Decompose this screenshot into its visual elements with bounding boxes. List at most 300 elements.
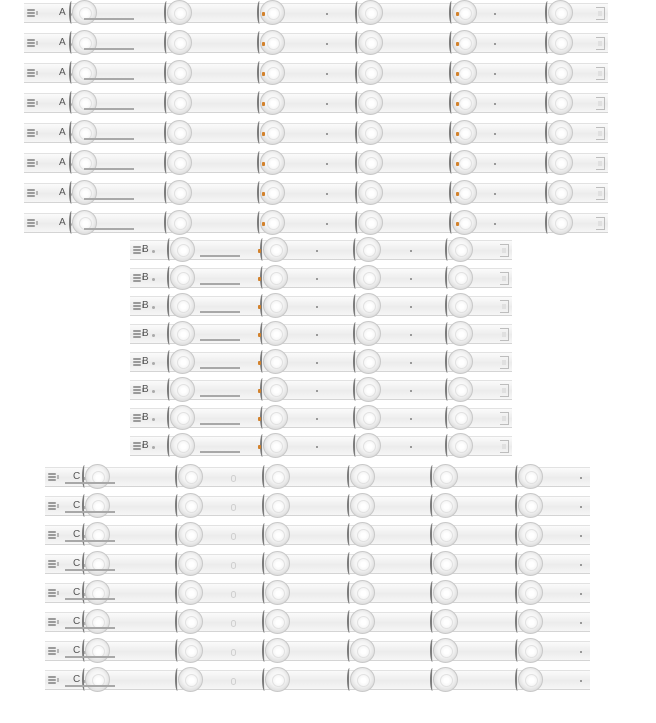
led-lens-icon [356, 405, 381, 430]
label-dot [152, 418, 155, 421]
label-dot [152, 334, 155, 337]
led-lens-icon [350, 551, 375, 576]
strip-type-label: A [59, 67, 66, 78]
solder-mark [410, 334, 412, 336]
led-lens-icon [265, 493, 290, 518]
strip-type-label: C [73, 471, 81, 482]
led-lens-icon [358, 90, 383, 115]
component-dot [456, 72, 459, 76]
strip-type-label: C [73, 645, 81, 656]
led-lens-icon [263, 237, 288, 262]
component-dot [456, 222, 459, 226]
led-lens-icon [85, 522, 110, 547]
component-dot [262, 222, 265, 226]
led-lens-icon [548, 90, 573, 115]
led-lens-icon [358, 0, 383, 25]
led-strip-b [130, 240, 512, 260]
led-lens-icon [448, 405, 473, 430]
connector-right-icon [596, 7, 605, 20]
led-lens-icon [433, 464, 458, 489]
solder-mark [326, 103, 328, 105]
led-lens-icon [265, 464, 290, 489]
connector-right-icon [596, 157, 605, 170]
connector-left-icon [27, 128, 35, 139]
led-lens-icon [85, 667, 110, 692]
led-lens-icon [72, 90, 97, 115]
led-lens-icon [167, 90, 192, 115]
led-lens-icon [167, 120, 192, 145]
connector-left-icon [48, 559, 56, 570]
solder-mark [410, 306, 412, 308]
component-dot [262, 42, 265, 46]
strip-type-label: C [73, 616, 81, 627]
led-lens-icon [263, 293, 288, 318]
led-lens-icon [263, 349, 288, 374]
strip-type-label: B [142, 328, 149, 339]
led-lens-icon [356, 377, 381, 402]
led-lens-icon [356, 237, 381, 262]
led-lens-icon [263, 405, 288, 430]
printed-code-line [200, 395, 240, 397]
led-strip-b [130, 324, 512, 344]
led-lens-icon [358, 210, 383, 235]
led-lens-icon [178, 580, 203, 605]
solder-mark [410, 390, 412, 392]
led-lens-icon [178, 638, 203, 663]
printed-code-line [84, 78, 134, 80]
mount-hole [231, 504, 236, 511]
connector-left-icon [133, 357, 141, 368]
led-lens-icon [170, 377, 195, 402]
led-lens-icon [85, 551, 110, 576]
printed-code-line [200, 451, 240, 453]
component-dot [258, 277, 261, 281]
led-lens-icon [518, 551, 543, 576]
led-strip-b [130, 352, 512, 372]
led-lens-icon [178, 551, 203, 576]
printed-code-line [65, 540, 115, 542]
connector-left-icon [27, 38, 35, 49]
led-strip-c [45, 467, 590, 487]
connector-right-icon [500, 440, 509, 453]
led-lens-icon [178, 667, 203, 692]
printed-code-line [65, 511, 115, 513]
solder-mark [580, 506, 582, 508]
led-lens-icon [167, 60, 192, 85]
connector-right-icon [596, 187, 605, 200]
led-lens-icon [85, 638, 110, 663]
solder-mark [326, 133, 328, 135]
led-lens-icon [72, 30, 97, 55]
led-strip-a [24, 93, 608, 113]
led-strip-c [45, 641, 590, 661]
led-lens-icon [358, 30, 383, 55]
led-lens-icon [356, 293, 381, 318]
led-strip-a [24, 153, 608, 173]
printed-code-line [200, 283, 240, 285]
connector-right-icon [596, 67, 605, 80]
mount-hole [231, 533, 236, 540]
led-lens-icon [433, 638, 458, 663]
component-dot [456, 42, 459, 46]
connector-left-icon [27, 188, 35, 199]
led-lens-icon [548, 210, 573, 235]
mount-hole [231, 591, 236, 598]
led-lens-icon [167, 0, 192, 25]
connector-left-icon [48, 472, 56, 483]
led-lens-icon [356, 433, 381, 458]
strip-type-label: B [142, 272, 149, 283]
connector-right-icon [500, 412, 509, 425]
solder-mark [410, 250, 412, 252]
connector-left-icon [48, 530, 56, 541]
solder-mark [494, 223, 496, 225]
led-lens-icon [170, 433, 195, 458]
led-lens-icon [85, 464, 110, 489]
strip-type-label: B [142, 300, 149, 311]
printed-code-line [65, 685, 115, 687]
strip-type-label: C [73, 587, 81, 598]
led-strip-a [24, 123, 608, 143]
led-lens-icon [72, 210, 97, 235]
led-lens-icon [178, 609, 203, 634]
led-strip-a [24, 33, 608, 53]
led-lens-icon [518, 464, 543, 489]
connector-right-icon [500, 384, 509, 397]
led-lens-icon [548, 0, 573, 25]
component-dot [456, 192, 459, 196]
led-lens-icon [85, 580, 110, 605]
led-lens-icon [518, 609, 543, 634]
led-lens-icon [518, 522, 543, 547]
led-lens-icon [433, 551, 458, 576]
strip-type-label: A [59, 187, 66, 198]
led-strip-b [130, 268, 512, 288]
led-lens-icon [518, 667, 543, 692]
connector-right-icon [500, 328, 509, 341]
led-lens-icon [265, 522, 290, 547]
connector-left-icon [27, 98, 35, 109]
connector-left-icon [48, 675, 56, 686]
connector-left-icon [48, 646, 56, 657]
mount-hole [231, 562, 236, 569]
led-lens-icon [358, 150, 383, 175]
solder-mark [494, 13, 496, 15]
led-strip-c [45, 612, 590, 632]
led-lens-icon [350, 493, 375, 518]
solder-mark [580, 651, 582, 653]
solder-mark [580, 680, 582, 682]
component-dot [262, 12, 265, 16]
mount-hole [231, 620, 236, 627]
led-lens-icon [518, 580, 543, 605]
led-lens-icon [433, 580, 458, 605]
led-strip-a [24, 3, 608, 23]
led-lens-icon [448, 265, 473, 290]
led-lens-icon [350, 609, 375, 634]
led-lens-icon [265, 638, 290, 663]
connector-left-icon [27, 68, 35, 79]
component-dot [262, 192, 265, 196]
solder-mark [326, 223, 328, 225]
component-dot [258, 389, 261, 393]
solder-mark [494, 133, 496, 135]
led-lens-icon [178, 493, 203, 518]
led-lens-icon [548, 60, 573, 85]
strip-type-label: C [73, 558, 81, 569]
printed-code-line [84, 198, 134, 200]
component-dot [456, 12, 459, 16]
printed-code-line [200, 311, 240, 313]
led-lens-icon [265, 609, 290, 634]
strip-type-label: A [59, 7, 66, 18]
led-lens-icon [518, 493, 543, 518]
strip-type-label: C [73, 674, 81, 685]
solder-mark [494, 73, 496, 75]
component-dot [262, 102, 265, 106]
solder-mark [316, 334, 318, 336]
led-lens-icon [178, 464, 203, 489]
led-lens-icon [170, 293, 195, 318]
strip-type-label: C [73, 500, 81, 511]
connector-right-icon [500, 272, 509, 285]
connector-right-icon [500, 244, 509, 257]
strip-type-label: A [59, 97, 66, 108]
led-lens-icon [356, 321, 381, 346]
led-lens-icon [448, 321, 473, 346]
connector-left-icon [133, 301, 141, 312]
component-dot [258, 249, 261, 253]
printed-code-line [84, 108, 134, 110]
strip-type-label: B [142, 356, 149, 367]
strip-type-label: B [142, 412, 149, 423]
solder-mark [494, 43, 496, 45]
component-dot [456, 162, 459, 166]
led-lens-icon [350, 638, 375, 663]
printed-code-line [200, 367, 240, 369]
connector-left-icon [48, 501, 56, 512]
led-lens-icon [263, 433, 288, 458]
label-dot [152, 306, 155, 309]
led-lens-icon [170, 321, 195, 346]
led-lens-icon [358, 120, 383, 145]
led-lens-icon [548, 120, 573, 145]
led-lens-icon [433, 522, 458, 547]
led-lens-icon [448, 349, 473, 374]
printed-code-line [65, 627, 115, 629]
component-dot [262, 72, 265, 76]
connector-left-icon [133, 441, 141, 452]
led-lens-icon [548, 30, 573, 55]
led-lens-icon [548, 150, 573, 175]
led-lens-icon [263, 321, 288, 346]
led-lens-icon [358, 180, 383, 205]
led-lens-icon [265, 551, 290, 576]
connector-left-icon [133, 273, 141, 284]
solder-mark [580, 564, 582, 566]
strip-type-label: B [142, 440, 149, 451]
printed-code-line [84, 138, 134, 140]
led-lens-icon [350, 464, 375, 489]
component-dot [258, 361, 261, 365]
connector-right-icon [596, 217, 605, 230]
led-strip-a [24, 183, 608, 203]
label-dot [152, 390, 155, 393]
solder-mark [316, 418, 318, 420]
solder-mark [316, 250, 318, 252]
component-dot [258, 333, 261, 337]
led-lens-icon [350, 667, 375, 692]
led-lens-icon [167, 210, 192, 235]
connector-right-icon [500, 300, 509, 313]
led-lens-icon [72, 0, 97, 25]
led-lens-icon [265, 667, 290, 692]
solder-mark [410, 362, 412, 364]
solder-mark [326, 163, 328, 165]
solder-mark [316, 362, 318, 364]
solder-mark [316, 306, 318, 308]
led-lens-icon [263, 265, 288, 290]
solder-mark [494, 163, 496, 165]
led-lens-icon [85, 493, 110, 518]
led-lens-icon [265, 580, 290, 605]
strip-type-label: A [59, 127, 66, 138]
led-lens-icon [448, 433, 473, 458]
led-lens-icon [448, 293, 473, 318]
led-strip-c [45, 525, 590, 545]
component-dot [456, 102, 459, 106]
component-dot [258, 445, 261, 449]
led-lens-icon [170, 405, 195, 430]
solder-mark [316, 390, 318, 392]
label-dot [152, 362, 155, 365]
connector-right-icon [596, 127, 605, 140]
solder-mark [326, 13, 328, 15]
strip-type-label: A [59, 37, 66, 48]
strip-type-label: C [73, 529, 81, 540]
led-lens-icon [433, 667, 458, 692]
connector-left-icon [27, 158, 35, 169]
connector-left-icon [48, 588, 56, 599]
led-strip-a [24, 213, 608, 233]
solder-mark [316, 446, 318, 448]
component-dot [258, 417, 261, 421]
connector-left-icon [133, 385, 141, 396]
led-lens-icon [170, 265, 195, 290]
strip-type-label: A [59, 217, 66, 228]
strip-type-label: A [59, 157, 66, 168]
solder-mark [410, 418, 412, 420]
led-lens-icon [170, 237, 195, 262]
label-dot [152, 446, 155, 449]
led-lens-icon [356, 265, 381, 290]
led-lens-icon [433, 493, 458, 518]
led-strip-b [130, 408, 512, 428]
led-lens-icon [72, 180, 97, 205]
led-lens-icon [356, 349, 381, 374]
solder-mark [326, 43, 328, 45]
component-dot [258, 305, 261, 309]
solder-mark [326, 73, 328, 75]
connector-right-icon [596, 97, 605, 110]
led-lens-icon [263, 377, 288, 402]
solder-mark [494, 103, 496, 105]
mount-hole [231, 678, 236, 685]
solder-mark [326, 193, 328, 195]
led-lens-icon [433, 609, 458, 634]
solder-mark [410, 278, 412, 280]
led-lens-icon [167, 180, 192, 205]
led-strip-c [45, 583, 590, 603]
led-lens-icon [448, 237, 473, 262]
connector-left-icon [133, 329, 141, 340]
connector-left-icon [27, 218, 35, 229]
led-lens-icon [167, 150, 192, 175]
solder-mark [316, 278, 318, 280]
printed-code-line [65, 598, 115, 600]
solder-mark [580, 535, 582, 537]
component-dot [262, 132, 265, 136]
mount-hole [231, 475, 236, 482]
led-strip-a [24, 63, 608, 83]
solder-mark [410, 446, 412, 448]
strip-type-label: B [142, 384, 149, 395]
led-lens-icon [170, 349, 195, 374]
led-strip-b [130, 436, 512, 456]
led-lens-icon [548, 180, 573, 205]
connector-left-icon [133, 245, 141, 256]
led-lens-icon [167, 30, 192, 55]
connector-left-icon [48, 617, 56, 628]
led-strip-c [45, 496, 590, 516]
component-dot [456, 132, 459, 136]
component-dot [262, 162, 265, 166]
printed-code-line [65, 569, 115, 571]
printed-code-line [84, 18, 134, 20]
solder-mark [494, 193, 496, 195]
printed-code-line [84, 48, 134, 50]
connector-right-icon [596, 37, 605, 50]
led-strip-c [45, 554, 590, 574]
led-lens-icon [85, 609, 110, 634]
printed-code-line [200, 339, 240, 341]
solder-mark [580, 622, 582, 624]
led-lens-icon [72, 150, 97, 175]
connector-right-icon [500, 356, 509, 369]
printed-code-line [200, 255, 240, 257]
printed-code-line [65, 482, 115, 484]
printed-code-line [84, 168, 134, 170]
connector-left-icon [133, 413, 141, 424]
label-dot [152, 278, 155, 281]
led-strip-b [130, 380, 512, 400]
led-lens-icon [358, 60, 383, 85]
led-strip-c [45, 670, 590, 690]
label-dot [152, 250, 155, 253]
led-lens-icon [72, 60, 97, 85]
led-lens-icon [72, 120, 97, 145]
led-lens-icon [518, 638, 543, 663]
led-lens-icon [350, 522, 375, 547]
led-lens-icon [350, 580, 375, 605]
printed-code-line [84, 228, 134, 230]
solder-mark [580, 477, 582, 479]
strip-type-label: B [142, 244, 149, 255]
led-lens-icon [178, 522, 203, 547]
printed-code-line [65, 656, 115, 658]
led-lens-icon [448, 377, 473, 402]
led-strip-b [130, 296, 512, 316]
